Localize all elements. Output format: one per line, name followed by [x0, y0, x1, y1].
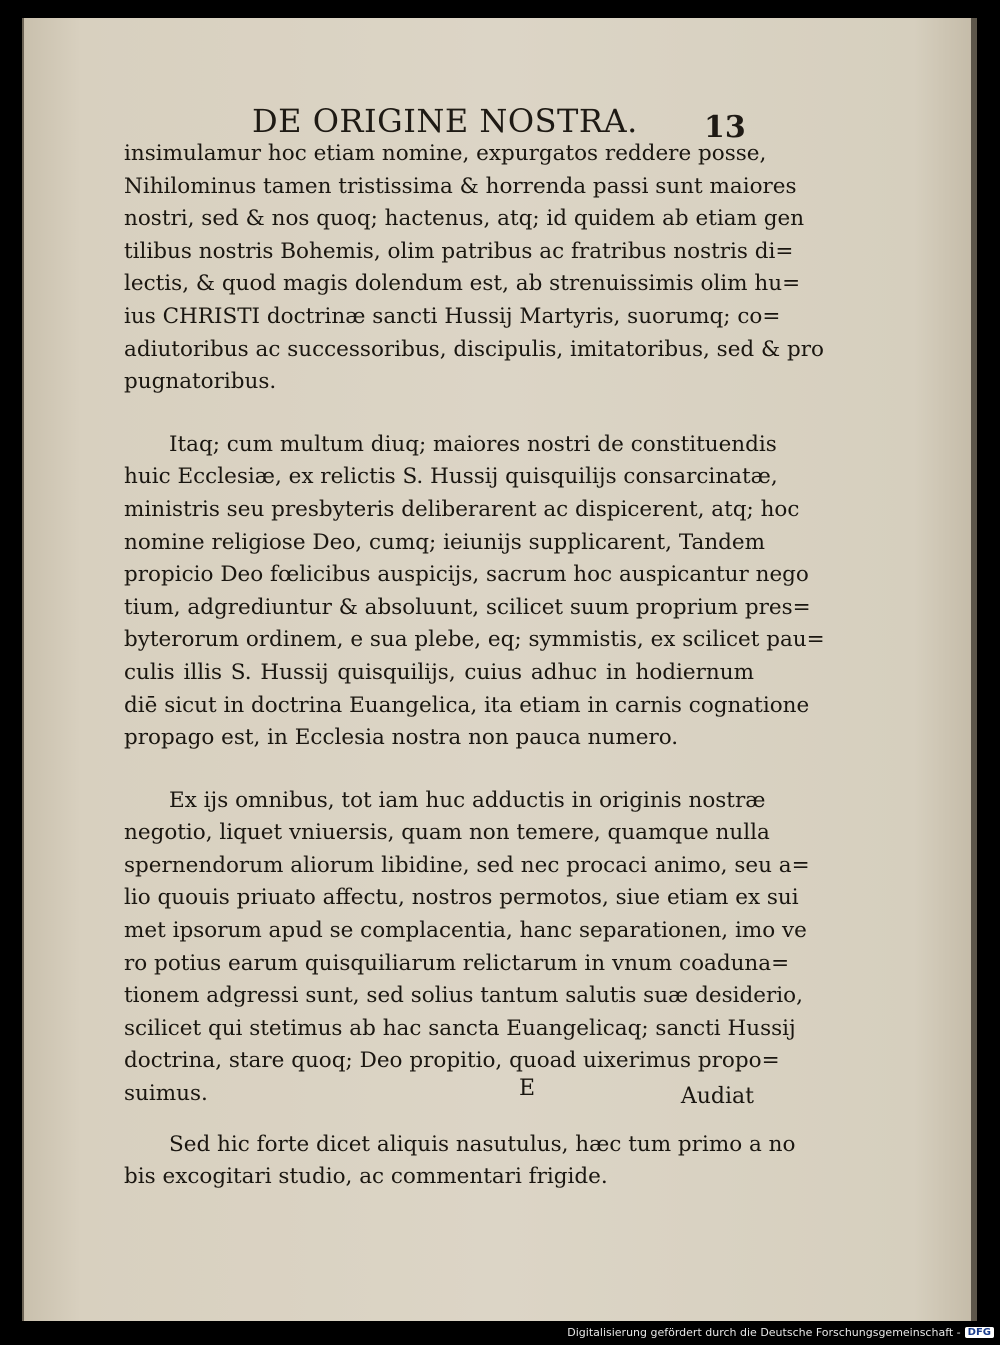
paragraph	[124, 429, 825, 755]
text-line: doctrina, stare quoq; Deo propitio, quoad uixerimus propo=	[124, 1048, 780, 1074]
text-line: tium, adgrediuntur & absoluunt, scilicet suum proprium pres=	[124, 594, 811, 620]
text-line: Itaq; cum multum diuq; maiores nostri de constituendis	[169, 431, 777, 457]
text-line: tionem adgressi sunt, sed solius tantum salutis suæ desiderio,	[124, 983, 803, 1009]
signature-mark: E	[519, 1076, 536, 1101]
body-text	[124, 138, 825, 1194]
text-line: negotio, liquet vniuersis, quam non temere, quamque nulla	[124, 820, 770, 846]
text-line: byterorum ordinem, e sua plebe, eq; symmistis, ex scilicet pau=	[124, 627, 825, 653]
paragraph	[124, 1129, 796, 1194]
text-line: culis illis S. Hussij quisquilijs, cuius adhuc in hodiernum	[124, 659, 754, 685]
text-line: tilibus nostris Bohemis, olim patribus ac fratribus nostris di=	[124, 238, 794, 264]
paragraph	[124, 138, 824, 399]
book-page	[22, 18, 977, 1321]
text-line: suimus.	[124, 1081, 208, 1107]
text-line: huic Ecclesiæ, ex relictis S. Hussij quisquilijs consarcinatæ,	[124, 464, 778, 490]
digitization-credit	[567, 1326, 994, 1339]
text-line: ro potius earum quisquiliarum relictarum in vnum coaduna=	[124, 950, 790, 976]
text-line: Ex ijs omnibus, tot iam huc adductis in originis nostræ	[169, 787, 766, 813]
paragraph-gap	[124, 755, 754, 785]
text-line: propicio Deo fœlicibus auspicijs, sacrum hoc auspicantur nego	[124, 562, 809, 588]
text-line: propago est, in Ecclesia nostra non pauca numero.	[124, 725, 679, 751]
text-line: spernendorum aliorum libidine, sed nec procaci animo, seu a=	[124, 852, 810, 878]
credit-text: Digitalisierung gefördert durch die Deutsche Forschungsgemeinschaft -	[567, 1326, 961, 1339]
catchword: Audiat	[680, 1084, 754, 1109]
paragraph-gap	[124, 399, 754, 429]
text-line: nomine religiose Deo, cumq; ieiunijs supplicarent, Tandem	[124, 529, 766, 555]
text-line: scilicet qui stetimus ab hac sancta Euangelicaq; sancti Hussij	[124, 1015, 796, 1041]
text-line: nostri, sed & nos quoq; hactenus, atq; id quidem ab etiam gen	[124, 206, 805, 232]
text-line: pugnatoribus.	[124, 369, 277, 395]
text-line: diē sicut in doctrina Euangelica, ita etiam in carnis cognatione	[124, 692, 810, 718]
text-line: ministris seu presbyteris deliberarent ac dispicerent, atq; hoc	[124, 496, 800, 522]
text-line: lio quouis priuato affectu, nostros permotos, siue etiam ex sui	[124, 885, 799, 911]
text-line: ius CHRISTI doctrinæ sancti Hussij Martyris, suorumq; co=	[124, 303, 781, 329]
dfg-logo: DFG	[965, 1327, 994, 1338]
paragraph-gap	[124, 1111, 754, 1129]
folio-number: 13	[704, 110, 746, 145]
text-line: lectis, & quod magis dolendum est, ab strenuissimis olim hu=	[124, 271, 801, 297]
text-line: Sed hic forte dicet aliquis nasutulus, hæc tum primo a no	[169, 1131, 796, 1157]
text-line: bis excogitari studio, ac commentari frigide.	[124, 1164, 608, 1190]
paragraph	[124, 785, 810, 1111]
text-line: Nihilominus tamen tristissima & horrenda passi sunt maiores	[124, 173, 797, 199]
running-title: DE ORIGINE NOSTRA.	[252, 102, 638, 140]
text-line: met ipsorum apud se complacentia, hanc separationen, imo ve	[124, 918, 807, 944]
text-line: insimulamur hoc etiam nomine, expurgatos reddere posse,	[124, 141, 767, 166]
page-footer	[124, 1076, 754, 1112]
text-line: adiutoribus ac successoribus, discipulis, imitatoribus, sed & pro	[124, 336, 824, 362]
